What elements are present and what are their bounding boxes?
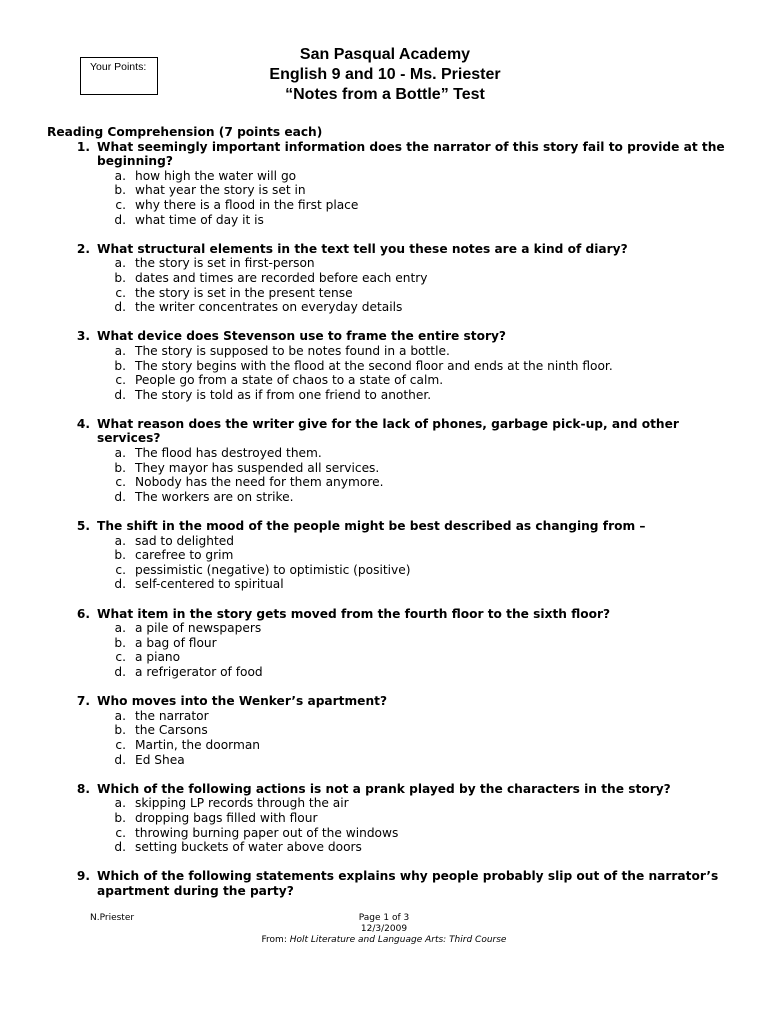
footer-source-prefix: From: <box>261 935 290 945</box>
answer-option <box>47 563 727 578</box>
option-letter: b. <box>114 548 126 563</box>
option-text: dropping bags filled with flour <box>135 810 318 825</box>
question-text: Which of the following statements explains why people probably slip out of the narrator’s apartment during the party? <box>97 869 719 898</box>
answer-option <box>47 665 727 680</box>
option-text: sad to delighted <box>135 533 235 548</box>
option-text: carefree to grim <box>135 548 234 563</box>
question-number: 1. <box>76 139 90 154</box>
answer-option <box>47 300 727 315</box>
answer-option <box>47 446 727 461</box>
answer-options <box>47 534 727 592</box>
answer-option <box>47 461 727 476</box>
option-text: what year the story is set in <box>135 183 306 198</box>
option-text: setting buckets of water above doors <box>135 840 362 855</box>
question <box>47 242 727 257</box>
answer-options <box>47 169 727 227</box>
answer-option <box>47 650 727 665</box>
answer-option <box>47 840 727 855</box>
question-text: Who moves into the Wenker’s apartment? <box>97 694 388 709</box>
option-text: a piano <box>135 650 181 665</box>
answer-options <box>47 256 727 314</box>
option-text: The story is told as if from one friend to another. <box>135 387 432 402</box>
option-letter: c. <box>115 285 126 300</box>
option-letter: d. <box>114 577 126 592</box>
question <box>47 140 727 169</box>
option-letter: a. <box>114 796 126 811</box>
option-text: a pile of newspapers <box>135 621 262 636</box>
option-text: dates and times are recorded before each entry <box>135 270 428 285</box>
question <box>47 417 727 446</box>
answer-option <box>47 709 727 724</box>
option-text: the story is set in first-person <box>135 256 315 271</box>
option-letter: a. <box>114 621 126 636</box>
answer-option <box>47 183 727 198</box>
points-label: Your Points: <box>90 61 147 73</box>
option-letter: b. <box>114 723 126 738</box>
answer-options <box>47 446 727 504</box>
option-text: The workers are on strike. <box>135 489 294 504</box>
option-letter: a. <box>114 256 126 271</box>
question-number: 8. <box>76 781 90 796</box>
option-letter: d. <box>114 840 126 855</box>
answer-option <box>47 198 727 213</box>
option-letter: b. <box>114 183 126 198</box>
option-letter: a. <box>114 446 126 461</box>
option-text: the story is set in the present tense <box>135 285 353 300</box>
option-text: throwing burning paper out of the windows <box>135 825 399 840</box>
answer-options <box>47 621 727 679</box>
option-letter: d. <box>114 489 126 504</box>
question-text: What reason does the writer give for the lack of phones, garbage pick-up, and other services? <box>97 416 679 446</box>
option-letter: b. <box>114 460 126 475</box>
course-name: English 9 and 10 - Ms. Priester <box>269 66 501 83</box>
question <box>47 329 727 344</box>
answer-option <box>47 169 727 184</box>
question-text: What device does Stevenson use to frame the entire story? <box>97 329 507 344</box>
option-text: how high the water will go <box>135 168 297 183</box>
question-number: 3. <box>76 329 90 344</box>
document-header <box>170 45 600 105</box>
question <box>47 869 727 898</box>
option-letter: c. <box>115 825 126 840</box>
footer-date: 12/3/2009 <box>360 924 408 934</box>
option-text: the writer concentrates on everyday details <box>135 300 403 315</box>
option-text: They mayor has suspended all services. <box>135 460 380 475</box>
question-number: 9. <box>76 869 90 884</box>
answer-option <box>47 796 727 811</box>
answer-options <box>47 344 727 402</box>
option-letter: c. <box>115 650 126 665</box>
option-text: Ed Shea <box>135 752 185 767</box>
question <box>47 519 727 534</box>
option-text: Nobody has the need for them anymore. <box>135 475 384 490</box>
option-text: The story begins with the flood at the second floor and ends at the ninth floor. <box>135 358 613 373</box>
question <box>47 607 727 622</box>
option-letter: c. <box>115 737 126 752</box>
option-letter: a. <box>114 168 126 183</box>
answer-option <box>47 475 727 490</box>
answer-option <box>47 534 727 549</box>
footer-source <box>0 935 768 946</box>
answer-option <box>47 577 727 592</box>
option-letter: c. <box>115 562 126 577</box>
question <box>47 694 727 709</box>
answer-option <box>47 359 727 374</box>
answer-options <box>47 796 727 854</box>
answer-option <box>47 344 727 359</box>
option-letter: a. <box>114 343 126 358</box>
option-letter: b. <box>114 810 126 825</box>
option-letter: c. <box>115 475 126 490</box>
option-text: self-centered to spiritual <box>135 577 284 592</box>
footer-author: N.Priester <box>90 913 135 923</box>
option-letter: a. <box>114 533 126 548</box>
answer-option <box>47 490 727 505</box>
answer-option <box>47 548 727 563</box>
test-body <box>47 125 727 898</box>
question-number: 6. <box>76 606 90 621</box>
option-letter: c. <box>115 197 126 212</box>
question-list <box>47 140 727 899</box>
answer-option <box>47 256 727 271</box>
test-title: “Notes from a Bottle” Test <box>285 86 485 103</box>
answer-option <box>47 621 727 636</box>
answer-option <box>47 723 727 738</box>
footer-source-title: Holt Literature and Language Arts: Third Course <box>289 935 507 945</box>
section-title: Reading Comprehension (7 points each) <box>47 125 323 139</box>
answer-option <box>47 286 727 301</box>
answer-option <box>47 373 727 388</box>
answer-option <box>47 826 727 841</box>
option-letter: d. <box>114 387 126 402</box>
question-number: 7. <box>76 694 90 709</box>
option-text: the narrator <box>135 708 209 723</box>
answer-option <box>47 213 727 228</box>
footer-page-number: Page 1 of 3 <box>358 913 410 923</box>
answer-option <box>47 753 727 768</box>
option-text: The story is supposed to be notes found in a bottle. <box>135 343 450 358</box>
option-letter: a. <box>114 708 126 723</box>
question <box>47 782 727 797</box>
option-text: what time of day it is <box>135 212 264 227</box>
question-text: What seemingly important information does the narrator of this story fail to provide at the beginning? <box>97 139 725 169</box>
option-letter: b. <box>114 270 126 285</box>
option-text: a bag of flour <box>135 635 217 650</box>
option-letter: d. <box>114 664 126 679</box>
question-number: 2. <box>76 241 90 256</box>
question-text: What structural elements in the text tell you these notes are a kind of diary? <box>97 241 628 256</box>
option-text: The flood has destroyed them. <box>135 446 322 461</box>
question-number: 4. <box>76 416 90 431</box>
answer-options <box>47 709 727 767</box>
option-letter: d. <box>114 300 126 315</box>
answer-option <box>47 811 727 826</box>
option-text: People go from a state of chaos to a state of calm. <box>135 373 444 388</box>
points-box <box>80 57 158 95</box>
school-name: San Pasqual Academy <box>299 46 471 63</box>
option-letter: d. <box>114 752 126 767</box>
answer-option <box>47 271 727 286</box>
option-letter: d. <box>114 212 126 227</box>
answer-option <box>47 738 727 753</box>
option-text: a refrigerator of food <box>135 664 263 679</box>
question-text: What item in the story gets moved from the fourth floor to the sixth floor? <box>97 606 611 621</box>
option-text: the Carsons <box>135 723 208 738</box>
option-text: skipping LP records through the air <box>135 796 349 811</box>
option-letter: b. <box>114 358 126 373</box>
question-text: The shift in the mood of the people might be best described as changing from – <box>97 519 646 534</box>
question-number: 5. <box>76 519 90 534</box>
answer-option <box>47 636 727 651</box>
answer-option <box>47 388 727 403</box>
option-letter: c. <box>115 373 126 388</box>
option-text: Martin, the doorman <box>135 737 261 752</box>
question-text: Which of the following actions is not a prank played by the characters in the story? <box>97 781 671 796</box>
option-text: why there is a flood in the first place <box>135 197 359 212</box>
option-text: pessimistic (negative) to optimistic (positive) <box>135 562 411 577</box>
option-letter: b. <box>114 635 126 650</box>
